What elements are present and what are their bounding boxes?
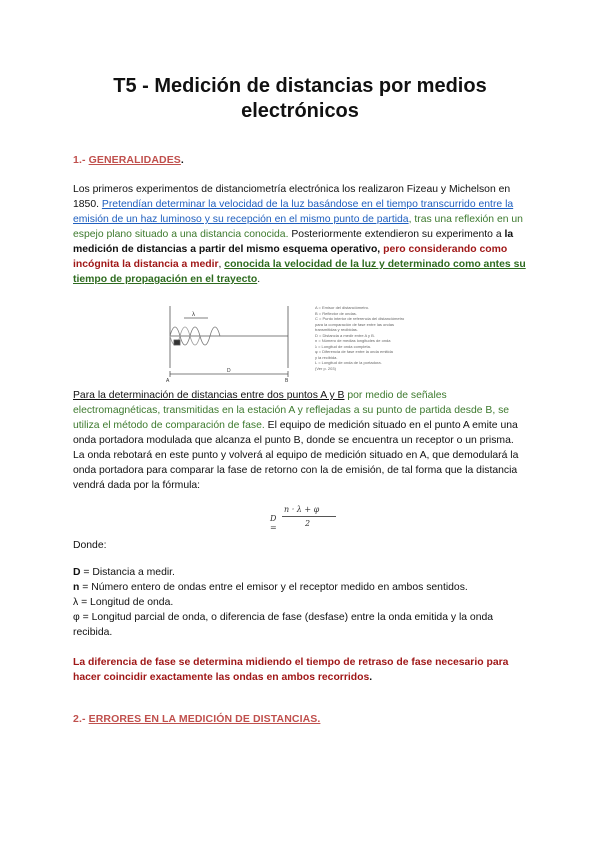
- definition-list: D = Distancia a medir. n = Número entero de ondas entre el emisor y el receptor medido en ambos sentidos. λ = Longitud de onda. φ = Longitud parcial de onda, o diferencia de fase (desfase) entre la onda emitida y la onda recibida.: [73, 567, 494, 638]
- document-page: T5 - Medición de distancias por medios electrónicos 1.- GENERALIDADES. Los primeros experimentos de distanciometría electrónica los realizaron Fizeau y Michelson en 1850. Pretendían determinar la velocidad de la luz basándose en el tiempo transcurrido entre la emisión de un haz luminoso y su recepción en el mismo punto de partida, tras una reflexión en un espejo plano situado a una distancia conocida. Posteriormente extendieron su experimento a la medición de distancias a partir del mismo esquema operativo, pero considerando como incógnita la distancia a medir, conocida la velocidad de la luz y determinado como antes su tiempo de propagación en el trayecto. A B λ D A = Emisor del distanciómetro. B = Reflector de ondas. C = Punto interior de referencia del distanciómetro para la comparación de fase entre las ondas transmitidas y recibidas. D = Distancia a medir entre A y B. n = Número de medias longitudes de onda λ = Longitud de onda completa. φ = Diferencia de fase entre la onda emitida y la recibida. L = Longitud de onda de la portadora. (Ver p. 203) Para la determinación de distancias entre dos puntos A y B por medio de señales electromagnéticas, transmitidas en la estación A y reflejadas a su punto de partida desde B, se utiliza el método de comparación de fase. El equipo de medición situado en el punto A emite una onda portadora modulada que alcanza el punto B, donde se encuentra un receptor o un prisma. La onda rebotará en este punto y volverá al equipo de medición situado en A, que demodulará la onda portadora para comparar la fase de retorno con la de emisión, de tal forma que la distancia vendrá dada por la fórmula: D = n · λ + φ 2 Donde: D = Distancia a medir. n = Número entero de ondas entre el emisor y el receptor medido en ambos sentidos. λ = Longitud de onda. φ = Longitud parcial de onda, o diferencia de fase (desfase) entre la onda emitida y la onda recibida. La diferencia de fase se determina midiendo el tiempo de retraso de fase necesario para hacer coincidir exactamente las ondas en ambos recorridos. 2.- ERRORES EN LA MEDICIÓN DE DISTANCIAS.: [0, 0, 600, 848]
- section-heading-generalidades: 1.- GENERALIDADES.: [73, 154, 184, 166]
- phase-difference-note: La diferencia de fase se determina midiendo el tiempo de retraso de fase necesario para hacer coincidir exactamente las ondas en ambos recorridos.: [73, 657, 509, 683]
- figure-label-b: B: [285, 378, 289, 384]
- figure-label-lambda: λ: [192, 312, 195, 318]
- section-heading-errores: 2.- ERRORES EN LA MEDICIÓN DE DISTANCIAS.: [73, 713, 321, 725]
- donde-label: Donde:: [73, 540, 107, 551]
- figure-legend: A = Emisor del distanciómetro. B = Reflector de ondas. C = Punto interior de referencia del distanciómetro para la comparación de fase entre las ondas transmitidas y recibidas. D = Distancia a medir entre A y B. n = Número de medias longitudes de onda λ = Longitud de onda completa. φ = Diferencia de fase entre la onda emitida y la recibida. L = Longitud de onda de la portadora. (Ver p. 203): [315, 305, 405, 371]
- figure-label-d: D: [227, 368, 231, 374]
- paragraph-phase-method: Para la determinación de distancias entre dos puntos A y B por medio de señales electromagnéticas, transmitidas en la estación A y reflejadas a su punto de partida desde B, se utiliza el método de comparación de fase. El equipo de medición situado en el punto A emite una onda portadora modulada que alcanza el punto B, donde se encuentra un receptor o un prisma. La onda rebotará en este punto y volverá al equipo de medición situado en A, que demodulará la onda portadora para comparar la fase de retorno con la de emisión, de tal forma que la distancia vendrá dada por la fórmula:: [73, 390, 519, 491]
- figure-label-a: A: [166, 378, 170, 384]
- page-title: T5 - Medición de distancias por medios electrónicos: [113, 75, 487, 122]
- paragraph-history: Los primeros experimentos de distanciometría electrónica los realizaron Fizeau y Michelson en 1850. Pretendían determinar la velocidad de la luz basándose en el tiempo transcurrido entre la emisión de un haz luminoso y su recepción en el mismo punto de partida, tras una reflexión en un espejo plano situado a una distancia conocida. Posteriormente extendieron su experimento a la medición de distancias a partir del mismo esquema operativo, pero considerando como incógnita la distancia a medir, conocida la velocidad de la luz y determinado como antes su tiempo de propagación en el trayecto.: [73, 184, 526, 285]
